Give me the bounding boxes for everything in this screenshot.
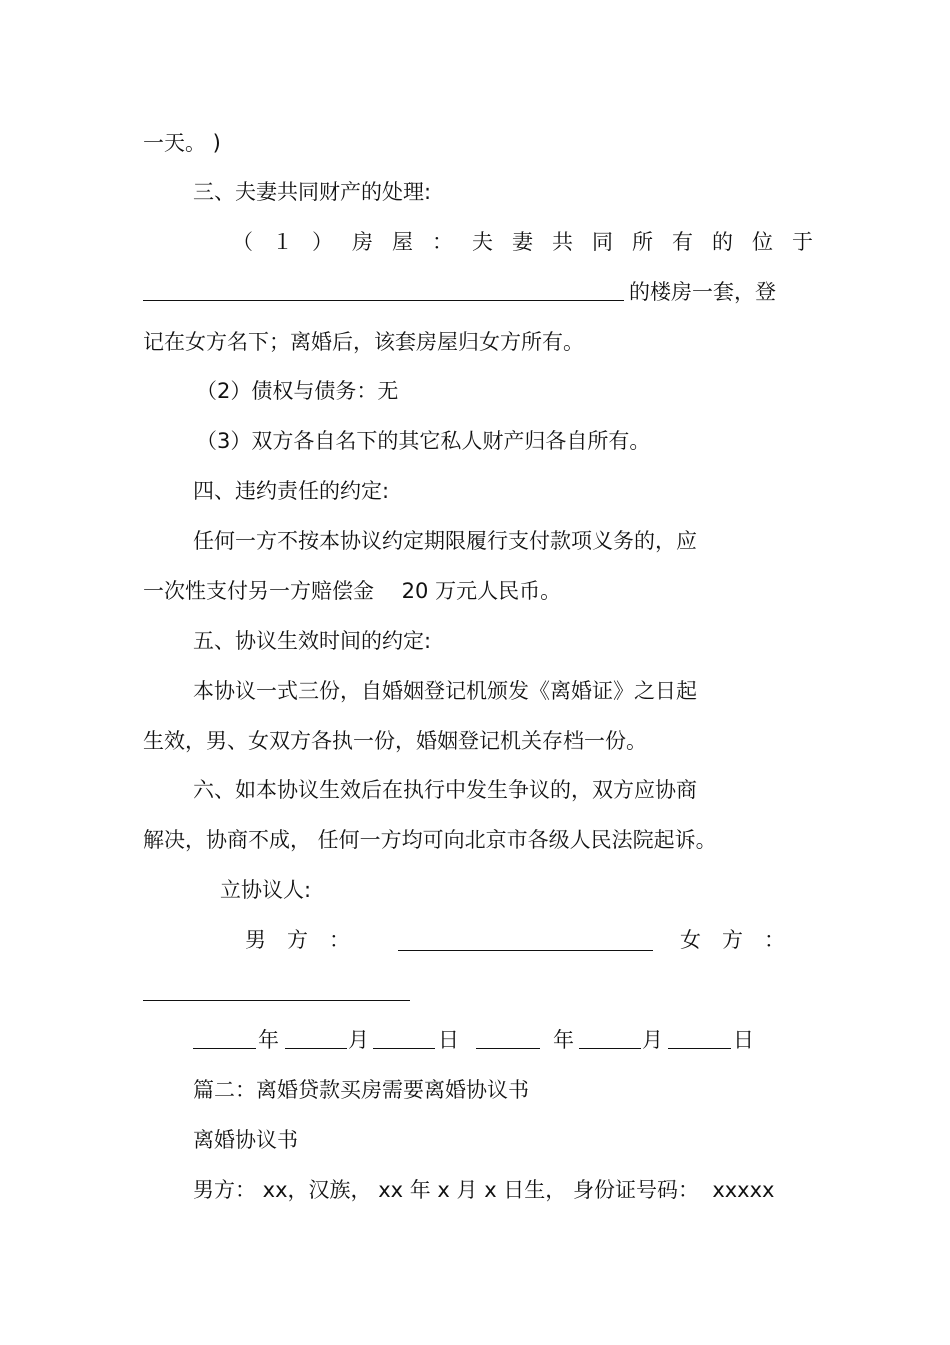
text-line: （2）债权与债务：无 bbox=[196, 379, 399, 403]
month-label: 月 bbox=[348, 1028, 369, 1052]
month-blank bbox=[285, 1048, 347, 1049]
year-label: 年 bbox=[258, 1028, 279, 1052]
year-blank bbox=[476, 1048, 540, 1049]
text-line: 解决，协商不成， 任何一方均可向北京市各级人民法院起诉。 bbox=[143, 828, 717, 852]
day-blank bbox=[668, 1048, 731, 1049]
text-line: 本协议一式三份，自婚姻登记机颁发《离婚证》之日起 bbox=[193, 679, 697, 703]
text-line: 一次性支付另一方赔偿金 20 万元人民币。 bbox=[143, 579, 562, 603]
text-line: 的楼房一套，登 bbox=[629, 280, 776, 304]
year-label: 年 bbox=[553, 1028, 574, 1052]
text-line: 任何一方不按本协议约定期限履行支付款项义务的，应 bbox=[193, 529, 697, 553]
section-heading-4: 四、违约责任的约定: bbox=[193, 479, 390, 503]
document-title: 离婚协议书 bbox=[193, 1128, 298, 1152]
section-heading-5: 五、协议生效时间的约定: bbox=[193, 629, 432, 653]
text-line: （3）双方各自名下的其它私人财产归各自所有。 bbox=[196, 429, 651, 453]
day-blank bbox=[373, 1048, 435, 1049]
text-line: 一天。 ) bbox=[143, 131, 221, 155]
female-signature-blank bbox=[143, 1000, 410, 1001]
month-label: 月 bbox=[642, 1028, 663, 1052]
day-label: 日 bbox=[438, 1028, 459, 1052]
section-heading-6: 六、如本协议生效后在执行中发生争议的，双方应协商 bbox=[193, 778, 697, 802]
year-blank bbox=[193, 1048, 256, 1049]
female-party-label: 女 方 ： bbox=[680, 928, 785, 952]
text-line: （１）房屋：夫妻共同所有的位于 bbox=[232, 230, 832, 254]
signatories-label: 立协议人: bbox=[220, 878, 312, 902]
day-label: 日 bbox=[733, 1028, 754, 1052]
address-blank bbox=[143, 300, 624, 301]
month-blank bbox=[579, 1048, 641, 1049]
text-line: 生效，男、女双方各执一份，婚姻登记机关存档一份。 bbox=[143, 729, 647, 753]
section-heading-3: 三、夫妻共同财产的处理: bbox=[193, 180, 432, 204]
male-party-label: 男 方 ： bbox=[245, 928, 350, 952]
male-signature-blank bbox=[398, 950, 653, 951]
article-title: 篇二：离婚贷款买房需要离婚协议书 bbox=[193, 1078, 529, 1102]
male-party-info: 男方： xx，汉族， xx 年 x 月 x 日生， 身份证号码： xxxxx bbox=[193, 1178, 775, 1202]
text-line: 记在女方名下；离婚后，该套房屋归女方所有。 bbox=[143, 330, 584, 354]
